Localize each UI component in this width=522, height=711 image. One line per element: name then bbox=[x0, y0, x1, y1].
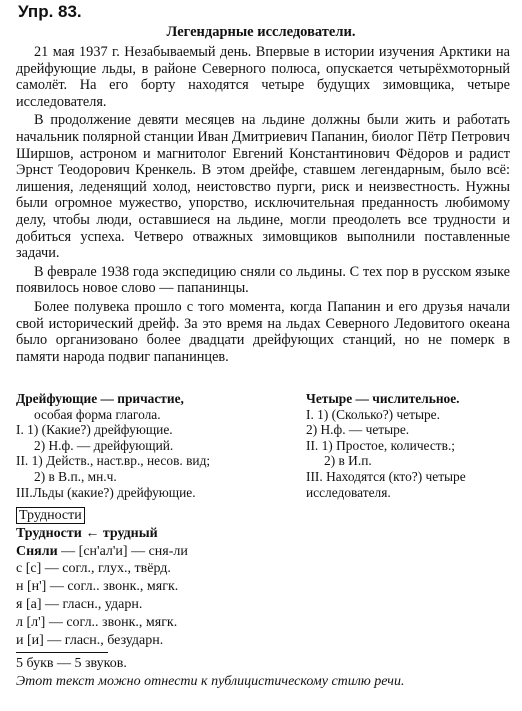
phonetic-row: и [и] — гласн., безударн. bbox=[16, 632, 164, 648]
phonetic-transcription: — [сн'ал'и] — сня-ли bbox=[61, 543, 188, 559]
analysis-line: I. 1) (Какие?) дрейфующие. bbox=[16, 422, 173, 438]
analysis-line: I. 1) (Сколько?) четыре. bbox=[306, 406, 440, 422]
analysis-line: Четыре — числительное. bbox=[306, 391, 460, 406]
analysis-numeral bbox=[306, 391, 516, 500]
text-title: Легендарные исследователи. bbox=[166, 24, 356, 40]
analysis-line: 2) Н.ф. — четыре. bbox=[306, 422, 410, 438]
word-analysis bbox=[16, 507, 510, 691]
analysis-line: II. 1) Простое, количеств.; bbox=[306, 437, 456, 453]
derivation-line: Трудности ← трудный bbox=[16, 525, 158, 541]
exercise-number: Упр. 83. bbox=[18, 2, 82, 21]
analysis-line: II. 1) Действ., наст.вр., несов. вид; bbox=[16, 453, 211, 469]
separator-line bbox=[16, 652, 108, 653]
phonetic-row: л [л'] — согл.. звонк., мягк. bbox=[16, 614, 178, 630]
analysis-line: исследователя. bbox=[306, 484, 391, 500]
analysis-line: 2) в В.п., мн.ч. bbox=[34, 468, 117, 484]
analysis-line: Дрейфующие — причастие, bbox=[16, 391, 184, 406]
phonetic-summary: 5 букв — 5 звуков. bbox=[16, 656, 127, 672]
analysis-line: особая форма глагола. bbox=[34, 406, 161, 422]
paragraph-4: Более полувека прошло с того момента, когда Папанин и его друзья начали свой исторический дрейф. За это время на льдах Северного Ледовитого океана было организовано более двадцати дрейфующих станций, но не померк в памяти народа подвиг папанинцев. bbox=[16, 298, 510, 365]
phonetic-word: Сняли bbox=[16, 543, 58, 559]
paragraph-2: В продолжение девяти месяцев на льдине должны были жить и работать начальник полярной станции Иван Дмитриевич Папанин, биолог Пётр Петрович Ширшов, астроном и магнитолог Евгений Константинович Фёдоров и радист Эрнст Теодорович Кренкель. В этом дрейфе, ставшем легендарным, было всё: лишения, леденящий холод, неистовство пурги, риск и неизвестность. Нужны были огромное мужество, упорство, исключительная преданность любимому делу, чтобы люди, оставшиеся на льдине, могли преодолеть все трудности и добиться успеха. Четверо отважных зимовщиков выполнили поставленные задачи. bbox=[16, 112, 510, 262]
morphemic-analysis bbox=[16, 507, 510, 525]
phonetic-row: н [н'] — согл.. звонк., мягк. bbox=[16, 579, 179, 595]
paragraph-3: В феврале 1938 года экспедицию сняли со льдины. С тех пор в русском языке появилось новое слово — папанинцы. bbox=[16, 263, 510, 297]
phonetic-row: я [а] — гласн., ударн. bbox=[16, 596, 143, 612]
phonetic-header bbox=[16, 543, 510, 561]
morphemic-word: Трудности bbox=[16, 507, 85, 524]
main-text bbox=[16, 44, 510, 367]
style-conclusion: Этот текст можно отнести к публицистическому стилю речи. bbox=[16, 674, 405, 690]
analysis-participle bbox=[16, 391, 286, 500]
analysis-line: III. Находятся (кто?) четыре bbox=[306, 468, 466, 484]
analysis-line: 2) в И.п. bbox=[324, 453, 372, 469]
analysis-line: 2) Н.ф. — дрейфующий. bbox=[34, 437, 174, 453]
analysis-line: III.Льды (какие?) дрейфующие. bbox=[16, 484, 196, 500]
phonetic-row: с [с] — согл., глух., твёрд. bbox=[16, 561, 171, 577]
paragraph-1: 21 мая 1937 г. Незабываемый день. Впервые в истории изучения Арктики на дрейфующие льды, в районе Северного полюса, опускается четырёхмоторный самолёт. На его борту находятся четыре будущих зимовщика, четыре исследователя. bbox=[16, 44, 510, 110]
